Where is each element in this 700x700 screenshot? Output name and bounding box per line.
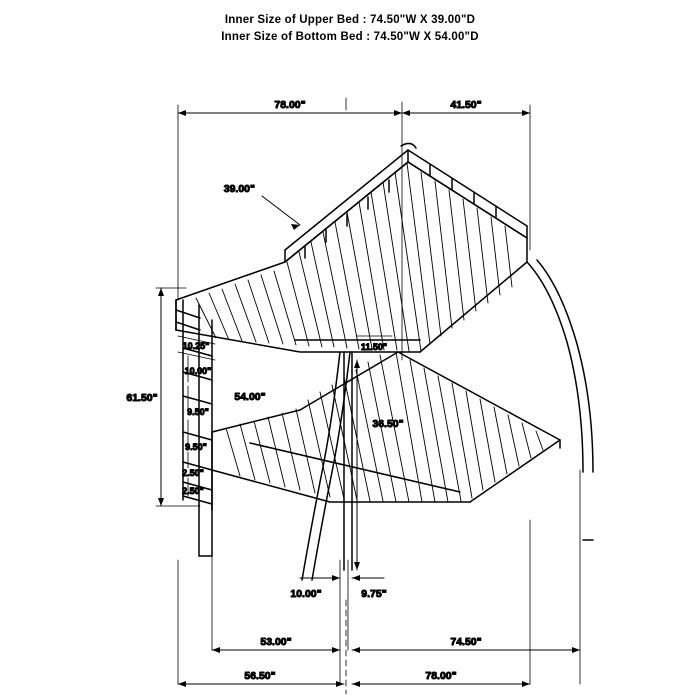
dim-lower-bed-depth: 54.00" xyxy=(234,391,266,403)
dim-base-right-span: 78.00" xyxy=(425,670,457,682)
dim-ladder-offset-left: 10.00" xyxy=(290,588,322,600)
dim-base-left-span: 56.50" xyxy=(244,670,276,682)
dim-upper-deck-clearance: 11.50" xyxy=(360,342,388,352)
dim-top-left-span: 78.00" xyxy=(274,99,306,111)
dim-upper-rail-gap: 10.25" xyxy=(182,341,210,351)
dim-ladder-offset-right: 9.75" xyxy=(361,588,387,600)
dim-ladder-step-3: 9.50" xyxy=(185,442,207,452)
dim-lower-deck-height: 36.50" xyxy=(372,418,404,430)
dim-ladder-step-5: 2.50" xyxy=(182,486,204,496)
dim-overall-height: 61.50" xyxy=(126,392,158,404)
dim-upper-bed-depth: 39.00" xyxy=(223,183,255,195)
dim-ladder-step-1: 10.00" xyxy=(184,366,212,376)
header-line-upper-bed: Inner Size of Upper Bed : 74.50"W X 39.00"D xyxy=(224,14,476,26)
dim-top-right-span: 41.50" xyxy=(450,99,482,111)
dim-ladder-step-2: 9.50" xyxy=(187,407,209,417)
header-line-bottom-bed: Inner Size of Bottom Bed : 74.50"W X 54.00"D xyxy=(221,31,479,43)
dim-ladder-step-4: 2.50" xyxy=(182,468,204,478)
dim-bottom-right-span: 74.50" xyxy=(450,636,482,648)
dim-bottom-left-span: 53.00" xyxy=(260,636,292,648)
